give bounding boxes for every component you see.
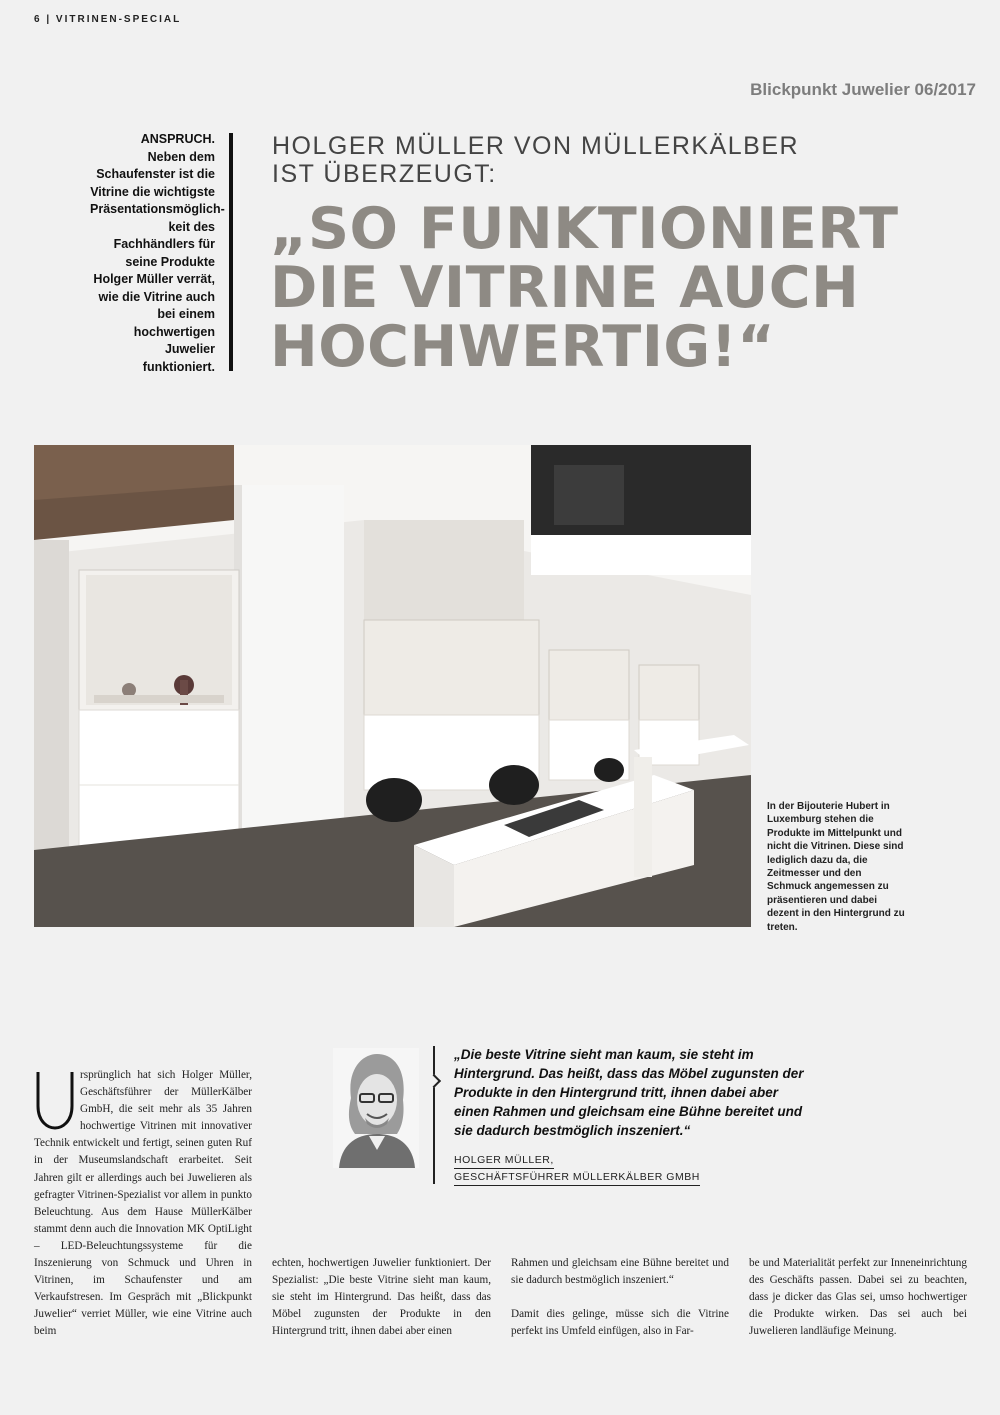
body-column-1	[34, 1067, 252, 1341]
portrait-image	[333, 1048, 419, 1168]
quote-pointer	[427, 1074, 441, 1088]
headline-line-1: „SO FUNKTIONIERT	[270, 196, 899, 262]
quote-author-role: GESCHÄFTSFÜHRER MÜLLERKÄLBER GMBH	[454, 1169, 700, 1186]
kicker	[90, 131, 225, 376]
quote-divider	[433, 1046, 435, 1184]
pull-quote: „Die beste Vitrine sieht man kaum, sie steht im Hintergrund. Das heißt, dass das Möbel zugunsten der Produkte in den Hintergrund tritt, ihnen dabei aber einen Rahmen und gleichsam eine Bühne bereitet und sie dadurch bestmöglich inszeniert.“	[454, 1047, 804, 1138]
body-column-3	[511, 1255, 729, 1357]
body-text-2: echten, hochwertigen Juwelier funktioniert. Der Spezialist: „Die beste Vitrine sieht man kaum, sie steht im Hintergrund. Das heißt, dass das Möbel zugunsten der Produkte in den Hintergrund tritt, ihnen dabei aber einen	[272, 1257, 491, 1338]
body-text-3b: Damit dies gelinge, müsse sich die Vitrine perfekt ins Umfeld einfügen, also in Far-	[511, 1308, 729, 1338]
headline	[270, 196, 970, 380]
showroom-photo	[34, 445, 751, 927]
headline-line-3: HOCHWERTIG!“	[270, 314, 776, 380]
body-column-2	[272, 1255, 491, 1357]
body-text-3a: Rahmen und gleichsam eine Bühne bereitet und sie dadurch bestmöglich inszeniert.“	[511, 1257, 729, 1287]
body-text-4: be und Materialität perfekt zur Inneneinrichtung des Geschäfts passen. Dabei sei zu beachten, dass je dicker das Glas sei, umso hochwertiger die Produkte wirken. Das sei auch bei Juwelieren landläufige Meinung.	[749, 1257, 967, 1338]
photo-caption: In der Bijouterie Hubert in Luxemburg stehen die Produkte im Mittelpunkt und nicht die Vitrinen. Diese sind lediglich dazu da, die Zeitmesser und den Schmuck angemessen zu präsentieren und dabei dezent in den Hintergrund zu treten.	[767, 801, 905, 933]
kicker-label: ANSPRUCH.	[140, 132, 215, 146]
quote-author-name: HOLGER MÜLLER,	[454, 1152, 554, 1169]
headline-overline-2: IST ÜBERZEUGT:	[272, 160, 497, 188]
running-head: 6 | VITRINEN-SPECIAL	[34, 14, 182, 25]
kicker-divider	[229, 133, 233, 371]
kicker-text: Neben dem Schaufenster ist die Vitrine die wichtigste Präsentationsmöglich-keit des Fachhändlers für seine Produkte Holger Müller verrät, wie die Vitrine auch bei einem hochwertigen Juwelier funktioniert.	[90, 149, 225, 374]
headline-overline-1: HOLGER MÜLLER VON MÜLLERKÄLBER	[272, 132, 800, 160]
dropcap-letter	[34, 1070, 76, 1130]
magazine-issue: Blickpunkt Juwelier 06/2017	[750, 80, 976, 99]
headline-overline	[272, 132, 872, 188]
body-column-4	[749, 1255, 967, 1357]
body-text-1: rsprünglich hat sich Holger Müller, Geschäftsführer der MüllerKälber GmbH, die seit mehr als 35 Jahren hochwertige Vitrinen mit innovativer Technik entwickelt und fertigt, seinen guten Ruf in der Museumslandschaft erarbeitet. Seit Jahren gilt er allerdings auch bei Juwelieren als gefragter Vitrinen-Spezialist vor allem in punkto Beleuchtung. Aus dem Hause MüllerKälber stammt denn auch die Innovation MK OptiLight – LED-Beleuchtungssysteme für die Inszenierung von Schmuck und Uhren in Vitrinen, im Schaufenster und am Verkaufstresen. Im Gespräch mit „Blickpunkt Juwelier“ verriet Müller, wie eine Vitrine auch beim	[34, 1069, 252, 1338]
headline-line-2: DIE VITRINE AUCH	[270, 255, 860, 321]
quote-author	[454, 1152, 700, 1186]
